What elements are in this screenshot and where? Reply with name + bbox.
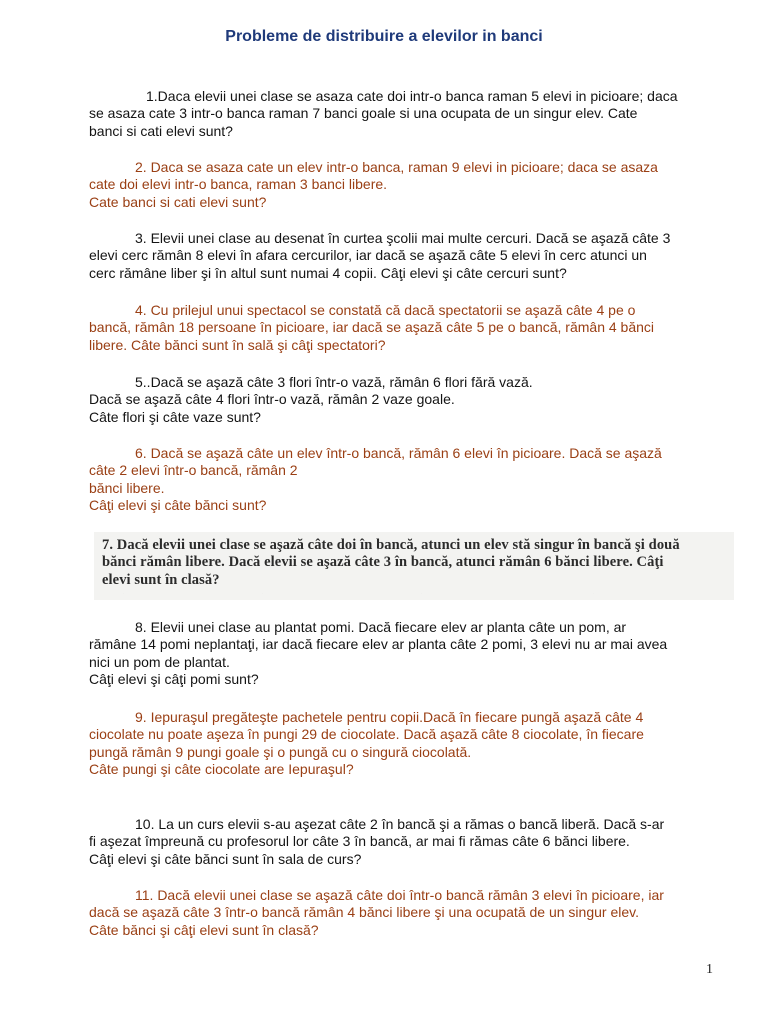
problem-6: 6. Dacă se aşază câte un elev într-o bancă, rămân 6 elevi în picioare. Dacă se aşază câte 2 elevi într-o bancă, rămân 2 bănci libere. Câţi elevi şi câte bănci sunt?	[89, 445, 662, 513]
problem-9: 9. Iepuraşul pregăteşte pachetele pentru copii.Dacă în fiecare pungă aşază câte 4 ciocolate nu poate aşeza în pungi 29 de ciocolate. Dacă aşază câte 8 ciocolate, în fiecare pungă rămân 9 pungi goale şi o pungă cu o singură ciocolată. Câte pungi şi câte ciocolate are Iepuraşul?	[89, 709, 644, 777]
scan-crop-edge	[94, 594, 734, 600]
problem-11: 11. Dacă elevii unei clase se aşază câte doi într-o bancă rămân 3 elevi în picioare, iar dacă se aşază câte 3 într-o bancă rămân 4 bănci libere şi una ocupată de un singur elev. Câte bănci şi câţi elevi sunt în clasă?	[89, 887, 664, 938]
scanned-problem-7: 7. Dacă elevii unei clase se aşază câte doi în bancă, atunci un elev stă singur în bancă şi două bănci rămân libere. Dacă elevii se aşază câte 3 în bancă, atunci rămân 6 bănci libere. Câţi elevi sunt în clasă?	[94, 532, 734, 600]
problem-5: 5..Dacă se aşază câte 3 flori într-o vază, rămân 6 flori fără vază. Dacă se aşază câte 4 flori într-o vază, rămân 2 vaze goale. Câte flori şi câte vaze sunt?	[89, 374, 533, 425]
problem-1: 1.Daca elevii unei clase se asaza cate doi intr-o banca raman 5 elevi in picioare; daca se asaza cate 3 intr-o banca raman 7 banci goale si una ocupata de un singur elev. Cate banci si cati elevi sunt?	[89, 88, 678, 139]
problem-2: 2. Daca se asaza cate un elev intr-o banca, raman 9 elevi in picioare; daca se asaza cate doi elevi intr-o banca, raman 3 banci libere. Cate banci si cati elevi sunt?	[89, 159, 658, 210]
page-number: 1	[706, 962, 713, 977]
problem-8: 8. Elevii unei clase au plantat pomi. Dacă fiecare elev ar planta câte un pom, ar rămâne 14 pomi neplantaţi, iar dacă fiecare elev ar planta câte 2 pomi, 3 elevi nu ar mai avea nici un pom de plantat. Câţi elevi şi câţi pomi sunt?	[89, 619, 668, 687]
problem-4: 4. Cu prilejul unui spectacol se constată că dacă spectatorii se aşază câte 4 pe o bancă, rămân 18 persoane în picioare, iar dacă se aşază câte 5 pe o bancă, rămân 4 bănci libere. Câte bănci sunt în sală şi câţi spectatori?	[89, 302, 655, 353]
problem-3: 3. Elevii unei clase au desenat în curtea şcolii mai multe cercuri. Dacă se aşază câte 3 elevi cerc rămân 8 elevi în afara cercurilor, iar dacă se aşază câte 5 elevi în cerc atunci un cerc rămâne liber şi în altul sunt numai 4 copii. Câţi elevi şi câte cercuri sunt?	[89, 230, 671, 281]
page-title: Probleme de distribuire a elevilor in banci	[225, 28, 543, 45]
problem-10: 10. La un curs elevii s-au aşezat câte 2 în bancă şi a rămas o bancă liberă. Dacă s-ar fi aşezat împreună cu profesorul lor câte 3 în bancă, ar mai fi rămas câte 6 bănci libere. Câţi elevi şi câte bănci sunt în sala de curs?	[89, 816, 665, 867]
